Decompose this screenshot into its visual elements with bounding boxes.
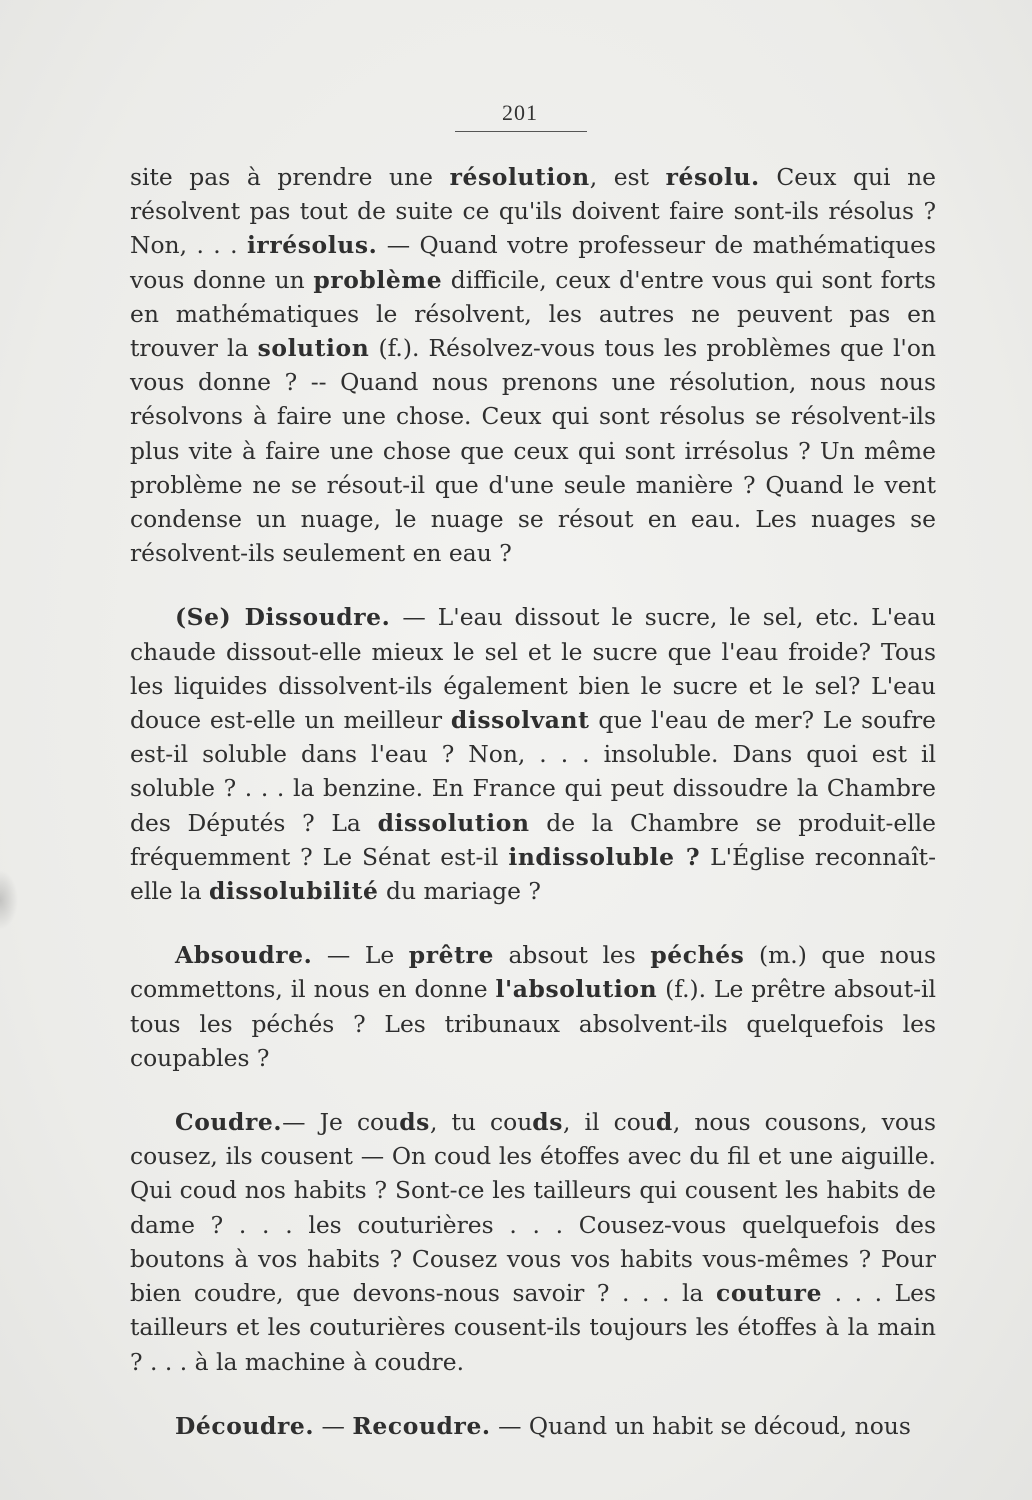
text-run: site pas à prendre une — [130, 163, 450, 191]
bold-term: (Se) Dissoudre. — [175, 603, 391, 632]
bold-term: Découdre. — [175, 1411, 315, 1440]
text-run: L'Église reconnaît-elle la — [130, 842, 936, 906]
bold-term: dissolvant — [450, 706, 590, 735]
paragraph-dissoudre — [130, 600, 936, 908]
page-smudge — [0, 870, 18, 930]
bold-term: l'absolution — [495, 975, 658, 1004]
bold-term: prêtre — [408, 941, 494, 970]
bold-term: indissoluble ? — [508, 842, 701, 871]
bold-term: Coudre. — [175, 1108, 283, 1137]
page-number: 201 — [502, 100, 538, 125]
text-run: (f.). Résolvez-vous tous les problèmes que l'on vous donne ? -- Quand nous prenons une résolution, nous nous résolvons à faire une chose. Ceux qui sont résolus se résolvent-ils plus vite à faire une chose que ceux qui sont irrésolus ? Un même problème ne se résout-il que d'une seule manière ? Quand le vent condense un nuage, le nuage se résout en eau. Les nuages se résolvent-ils seulement en eau ? — [130, 334, 937, 568]
paragraph-resoudre — [130, 160, 936, 570]
page-number-rule — [455, 131, 587, 132]
text-run: (m.) que nous commettons, il nous en donne — [130, 941, 936, 1004]
bold-term: problème — [313, 265, 443, 294]
bold-term: ds — [532, 1108, 564, 1137]
bold-term: résolu. — [665, 163, 760, 191]
text-run: de la Chambre se produit-elle fréquemment ? Le Sénat est-il — [130, 808, 936, 871]
paragraph-coudre — [130, 1105, 936, 1379]
paragraph-decoudre — [130, 1409, 936, 1443]
text-run: — — [314, 1411, 353, 1440]
text-run: que l'eau de mer? Le soufre est-il soluble dans l'eau ? Non, . . . insoluble. Dans quoi est il soluble ? . . . la benzine. En France qui peut dissoudre la Chambre des Députés ? La — [130, 706, 936, 837]
text-run: absout les — [493, 941, 651, 970]
text-run: , nous cousons, vous cousez, ils cousent — On coud les étoffes avec du fil et une aiguille. Qui coud nos habits ? Sont-ce les tailleurs qui cousent les habits de dame ? . . . les couturières . . . Cousez-vous quelquefois des boutons à vos habits ? Cousez vous vos habits vous-mêmes ? Pour bien coudre, que devons-nous savoir ? . . . la — [130, 1108, 936, 1308]
bold-term: résolution — [449, 163, 590, 191]
text-run: — Quand votre professeur de mathématiques vous donne un — [130, 231, 936, 294]
bold-term: ds — [399, 1108, 430, 1137]
text-run: . . . Les tailleurs et les couturières cousent-ils toujours les étoffes à la main ? . . . à la machine à coudre. — [130, 1279, 936, 1376]
bold-term: Recoudre. — [352, 1411, 491, 1440]
bold-term: dissolubilité — [208, 877, 379, 906]
bold-term: Absoudre. — [175, 941, 313, 970]
text-run: , il cou — [563, 1108, 656, 1137]
bold-term: solution — [257, 334, 370, 363]
bold-term: couture — [715, 1279, 823, 1308]
bold-term: irrésolus. — [246, 231, 378, 260]
text-run: Ceux qui ne résolvent pas tout de suite ce qu'ils doivent faire sont-ils résolus ? Non, . . . — [130, 163, 936, 260]
text-run: du mariage ? — [378, 877, 541, 906]
bold-term: péchés — [650, 941, 745, 970]
text-run: difficile, ceux d'entre vous qui sont forts en mathématiques le résolvent, les autres ne peuvent pas en trouver la — [130, 265, 936, 363]
text-run: — L'eau dissout le sucre, le sel, etc. L'eau chaude dissout-elle mieux le sel et le sucre que l'eau froide? Tous les liquides dissolvent-ils également bien le sucre et le sel? L'eau douce est-elle un meilleur — [130, 603, 936, 735]
text-run: — Je cou — [282, 1108, 400, 1137]
text-run: , est — [589, 163, 666, 191]
text-run: (f.). Le prêtre absout-il tous les péchés ? Les tribunaux absolvent-ils quelquefois les coupables ? — [130, 975, 936, 1072]
paragraph-absoudre — [130, 938, 936, 1075]
page-body — [130, 160, 936, 1443]
bold-term: d — [655, 1108, 673, 1137]
text-run: — Le — [312, 941, 409, 970]
text-run: — Quand un habit se découd, nous — [490, 1411, 911, 1440]
text-run: , tu cou — [429, 1108, 533, 1137]
bold-term: dissolution — [377, 808, 530, 837]
